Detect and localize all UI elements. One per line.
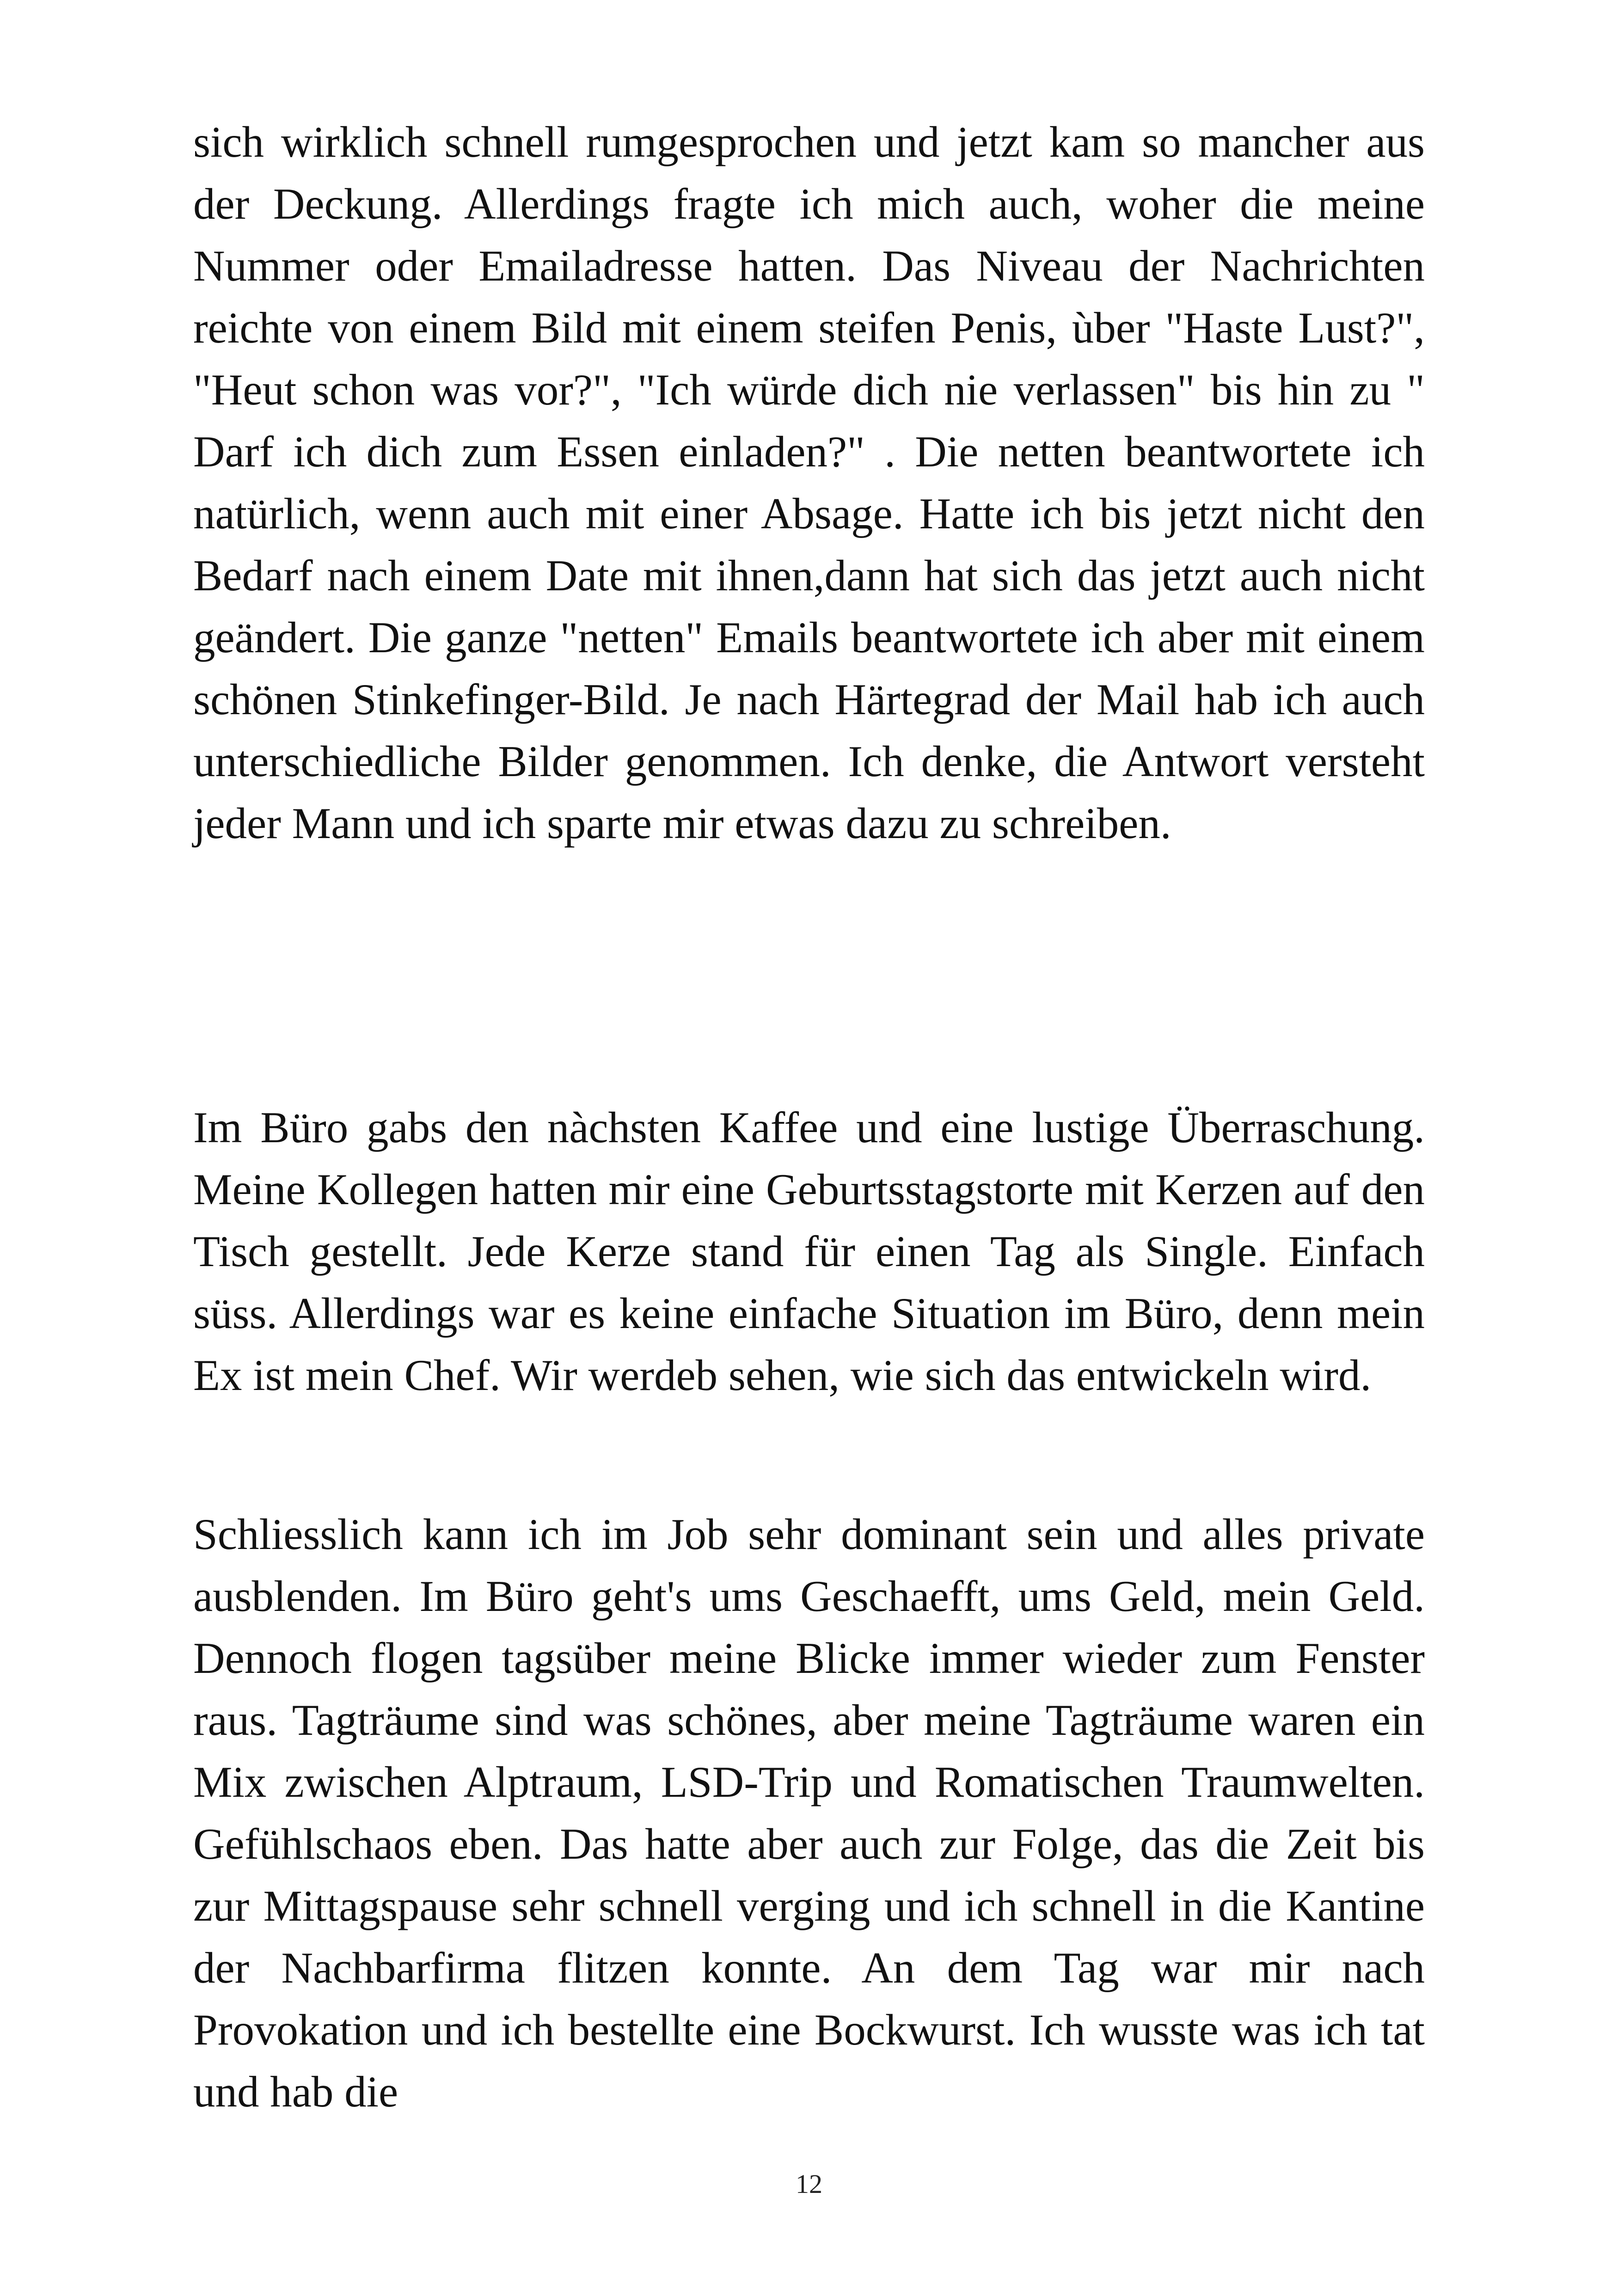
body-paragraph-3: Schliesslich kann ich im Job sehr dominant sein und alles private ausblenden. Im Büro geht's ums Geschaefft, ums Geld, mein Geld. Dennoch flogen tagsüber meine Blicke immer wieder zum Fenster raus. Tagträume sind was schönes, aber meine Tagträume waren ein Mix zwischen Alptraum, LSD-Trip und Romatischen Traumwelten. Gefühlschaos eben. Das hatte aber auch zur Folge, das die Zeit bis zur Mittagspause sehr schnell verging und ich schnell in die Kantine der Nachbarfirma flitzen konnte. An dem Tag war mir nach Provokation und ich bestellte eine Bockwurst. Ich wusste was ich tat und hab die: [193, 1510, 1425, 2116]
body-paragraph-1: sich wirklich schnell rumgesprochen und jetzt kam so mancher aus der Deckung. Allerdings fragte ich mich auch, woher die meine Nummer oder Emailadresse hatten. Das Niveau der Nachrichten reichte von einem Bild mit einem steifen Penis, ùber "Haste Lust?", "Heut schon was vor?", "Ich würde dich nie verlassen" bis hin zu " Darf ich dich zum Essen einladen?" . Die netten beantwortete ich natürlich, wenn auch mit einer Absage. Hatte ich bis jetzt nicht den Bedarf nach einem Date mit ihnen,dann hat sich das jetzt auch nicht geändert. Die ganze "netten" Emails beantwortete ich aber mit einem schönen Stinkefinger-Bild. Je nach Härtegrad der Mail hab ich auch unterschiedliche Bilder genommen. Ich denke, die Antwort versteht jeder Mann und ich sparte mir etwas dazu zu schreiben.: [193, 117, 1425, 848]
page-number: 12: [796, 2169, 822, 2199]
body-paragraph-2: Im Büro gabs den nàchsten Kaffee und eine lustige Überraschung. Meine Kollegen hatten mir eine Geburtsstagstorte mit Kerzen auf den Tisch gestellt. Jede Kerze stand für einen Tag als Single. Einfach süss. Allerdings war es keine einfache Situation im Büro, denn mein Ex ist mein Chef. Wir werdeb sehen, wie sich das entwickeln wird.: [193, 1103, 1425, 1400]
